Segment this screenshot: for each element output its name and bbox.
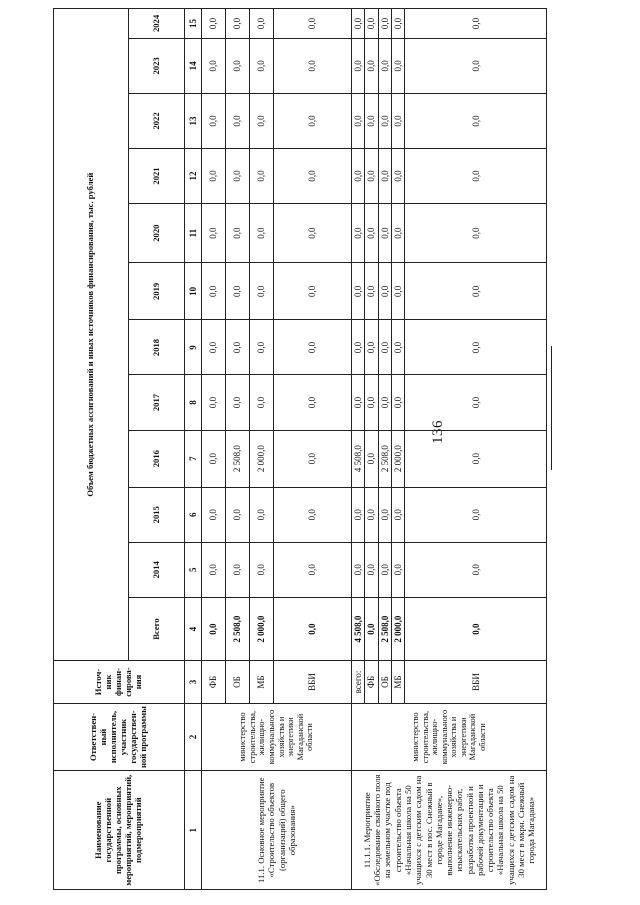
total-value: 0,0 <box>274 597 352 661</box>
column-number: 14 <box>185 38 202 93</box>
year-value: 2 000,0 <box>250 430 274 487</box>
year-value: 0,0 <box>226 487 250 542</box>
funding-source: ФБ <box>365 661 378 703</box>
year-value: 0,0 <box>226 263 250 320</box>
total-value: 4 508,0 <box>352 597 365 661</box>
year-value: 0,0 <box>378 542 391 597</box>
year-value: 0,0 <box>226 204 250 263</box>
funding-source: ОБ <box>226 661 250 703</box>
total-value: 2 508,0 <box>378 597 391 661</box>
column-number: 10 <box>185 263 202 320</box>
column-number: 6 <box>185 487 202 542</box>
year-value: 0,0 <box>226 375 250 430</box>
year-value: 0,0 <box>250 204 274 263</box>
year-value: 0,0 <box>405 320 547 375</box>
year-value: 0,0 <box>202 542 226 597</box>
year-value: 0,0 <box>405 375 547 430</box>
year-value: 4 508,0 <box>352 430 365 487</box>
header-row-1 <box>54 9 129 890</box>
year-value: 0,0 <box>202 9 226 39</box>
year-value: 0,0 <box>378 375 391 430</box>
year-value: 0,0 <box>274 430 352 487</box>
activity-name: 11.1. Основное мероприятие «Строительство объектов (организаций) общего образования» <box>202 771 352 890</box>
year-value: 0,0 <box>405 148 547 203</box>
year-value: 0,0 <box>378 204 391 263</box>
column-number: 12 <box>185 148 202 203</box>
total-value: 0,0 <box>202 597 226 661</box>
total-value: 2 000,0 <box>392 597 405 661</box>
year-value: 0,0 <box>202 320 226 375</box>
total-value: 2 000,0 <box>250 597 274 661</box>
header-year: 2019 <box>129 263 185 320</box>
year-value: 0,0 <box>202 487 226 542</box>
year-value: 0,0 <box>378 320 391 375</box>
column-number: 7 <box>185 430 202 487</box>
year-value: 0,0 <box>378 9 391 39</box>
year-value: 2 508,0 <box>378 430 391 487</box>
year-value: 0,0 <box>365 93 378 148</box>
year-value: 0,0 <box>352 263 365 320</box>
year-value: 0,0 <box>250 9 274 39</box>
year-value: 0,0 <box>352 93 365 148</box>
funding-source: МБ <box>392 661 405 703</box>
year-value: 0,0 <box>274 38 352 93</box>
column-number: 2 <box>185 703 202 771</box>
year-value: 0,0 <box>405 487 547 542</box>
year-value: 0,0 <box>250 148 274 203</box>
total-value: 2 508,0 <box>226 597 250 661</box>
year-value: 0,0 <box>202 375 226 430</box>
total-value: 0,0 <box>365 597 378 661</box>
responsible-executor: министерство строительства, жилищно-коммунального хозяйства и энергетики Магаданской области <box>202 703 352 771</box>
year-value: 0,0 <box>352 542 365 597</box>
year-value: 0,0 <box>202 38 226 93</box>
funding-source: ВБИ <box>405 661 547 703</box>
header-year: 2018 <box>129 320 185 375</box>
year-value: 0,0 <box>405 9 547 39</box>
year-value: 0,0 <box>392 204 405 263</box>
year-value: 0,0 <box>274 542 352 597</box>
year-value: 0,0 <box>392 9 405 39</box>
header-year: 2015 <box>129 487 185 542</box>
year-value: 0,0 <box>352 38 365 93</box>
year-value: 0,0 <box>365 204 378 263</box>
column-number: 11 <box>185 204 202 263</box>
header-year: 2020 <box>129 204 185 263</box>
header-year: 2016 <box>129 430 185 487</box>
year-value: 0,0 <box>392 93 405 148</box>
year-value: 0,0 <box>250 487 274 542</box>
year-value: 0,0 <box>365 430 378 487</box>
column-number-row <box>185 9 202 890</box>
column-number: 15 <box>185 9 202 39</box>
year-value: 2 000,0 <box>392 430 405 487</box>
year-value: 0,0 <box>365 542 378 597</box>
year-value: 0,0 <box>250 542 274 597</box>
year-value: 0,0 <box>274 204 352 263</box>
year-value: 0,0 <box>352 320 365 375</box>
header-year: 2014 <box>129 542 185 597</box>
year-value: 0,0 <box>274 375 352 430</box>
table-row <box>352 9 365 890</box>
rotated-table-container <box>53 8 538 890</box>
year-value: 0,0 <box>405 93 547 148</box>
year-value: 0,0 <box>250 320 274 375</box>
year-value: 0,0 <box>274 148 352 203</box>
year-value: 0,0 <box>250 263 274 320</box>
year-value: 0,0 <box>365 9 378 39</box>
funding-source: МБ <box>250 661 274 703</box>
funding-source: всего: <box>352 661 365 703</box>
year-value: 0,0 <box>274 9 352 39</box>
year-value: 0,0 <box>405 430 547 487</box>
total-value: 0,0 <box>405 597 547 661</box>
funding-source: ФБ <box>202 661 226 703</box>
header-year: 2017 <box>129 375 185 430</box>
funding-source: ОБ <box>378 661 391 703</box>
page-number: 136 <box>430 420 446 444</box>
year-value: 0,0 <box>378 487 391 542</box>
column-number: 13 <box>185 93 202 148</box>
year-value: 0,0 <box>378 148 391 203</box>
year-value: 0,0 <box>392 320 405 375</box>
year-value: 0,0 <box>378 93 391 148</box>
year-value: 0,0 <box>226 320 250 375</box>
funding-source: ВБИ <box>274 661 352 703</box>
year-value: 0,0 <box>392 487 405 542</box>
column-number: 5 <box>185 542 202 597</box>
year-value: 0,0 <box>365 375 378 430</box>
year-value: 0,0 <box>226 93 250 148</box>
year-value: 0,0 <box>392 263 405 320</box>
block-sub-activity <box>352 9 547 890</box>
year-value: 0,0 <box>352 487 365 542</box>
year-value: 0,0 <box>392 38 405 93</box>
year-value: 0,0 <box>352 148 365 203</box>
header-name: Наименование государственной программы, основных мероприятий, мероприятий, подмероприятий <box>54 771 185 890</box>
header-year: 2021 <box>129 148 185 203</box>
year-value: 0,0 <box>274 487 352 542</box>
year-value: 0,0 <box>274 93 352 148</box>
year-value: 0,0 <box>392 148 405 203</box>
header-year: 2023 <box>129 38 185 93</box>
year-value: 0,0 <box>202 148 226 203</box>
column-number: 1 <box>185 771 202 890</box>
column-number: 3 <box>185 661 202 703</box>
year-value: 0,0 <box>365 320 378 375</box>
year-value: 0,0 <box>352 204 365 263</box>
table-row <box>202 9 226 890</box>
financing-table <box>53 8 547 890</box>
fold-line <box>551 346 552 470</box>
responsible-executor: министерство строительства, жилищно-коммунального хозяйства и энергетики Магаданской области <box>352 703 547 771</box>
year-value: 0,0 <box>365 263 378 320</box>
year-value: 0,0 <box>202 430 226 487</box>
year-value: 0,0 <box>365 38 378 93</box>
year-value: 0,0 <box>352 9 365 39</box>
year-value: 0,0 <box>405 204 547 263</box>
year-value: 0,0 <box>352 375 365 430</box>
year-value: 0,0 <box>226 542 250 597</box>
year-value: 2 508,0 <box>226 430 250 487</box>
year-value: 0,0 <box>378 263 391 320</box>
year-value: 0,0 <box>226 38 250 93</box>
year-value: 0,0 <box>365 148 378 203</box>
year-value: 0,0 <box>250 93 274 148</box>
year-value: 0,0 <box>405 38 547 93</box>
activity-name: 11.1.1. Мероприятие «Обследование свайного поля на земельном участке под строительство объекта «Начальная школа на 50 учащихся с детским садом на 30 мест в пос. Снежный в городе Магадане», выполнение инженерно-изыскательских работ, разработка проектной и рабочей документации и строительство объекта «Начальная школа на 50 учащихся с детским садом на 30 мест в мкрн. Снежный города Магадана» <box>352 771 547 890</box>
header-total: Всего <box>129 597 185 661</box>
year-value: 0,0 <box>226 9 250 39</box>
year-value: 0,0 <box>392 542 405 597</box>
year-value: 0,0 <box>202 204 226 263</box>
year-value: 0,0 <box>274 263 352 320</box>
year-value: 0,0 <box>250 375 274 430</box>
column-number: 9 <box>185 320 202 375</box>
header-year: 2022 <box>129 93 185 148</box>
year-value: 0,0 <box>405 542 547 597</box>
year-value: 0,0 <box>250 38 274 93</box>
column-number: 4 <box>185 597 202 661</box>
year-value: 0,0 <box>202 263 226 320</box>
year-value: 0,0 <box>378 38 391 93</box>
year-value: 0,0 <box>392 375 405 430</box>
header-funding-group: Объем бюджетных ассигнований и иных источников финансирования, тыс. рублей <box>54 9 129 661</box>
year-value: 0,0 <box>405 263 547 320</box>
year-value: 0,0 <box>274 320 352 375</box>
block-main-activity <box>202 9 352 890</box>
column-number: 8 <box>185 375 202 430</box>
header-responsible: Ответствен-ный исполнитель, участник государствен-ной программы <box>54 703 185 771</box>
year-value: 0,0 <box>365 487 378 542</box>
header-source: Источ-ник финан-сирова-ния <box>54 661 185 703</box>
year-value: 0,0 <box>226 148 250 203</box>
year-value: 0,0 <box>202 93 226 148</box>
header-year: 2024 <box>129 9 185 39</box>
